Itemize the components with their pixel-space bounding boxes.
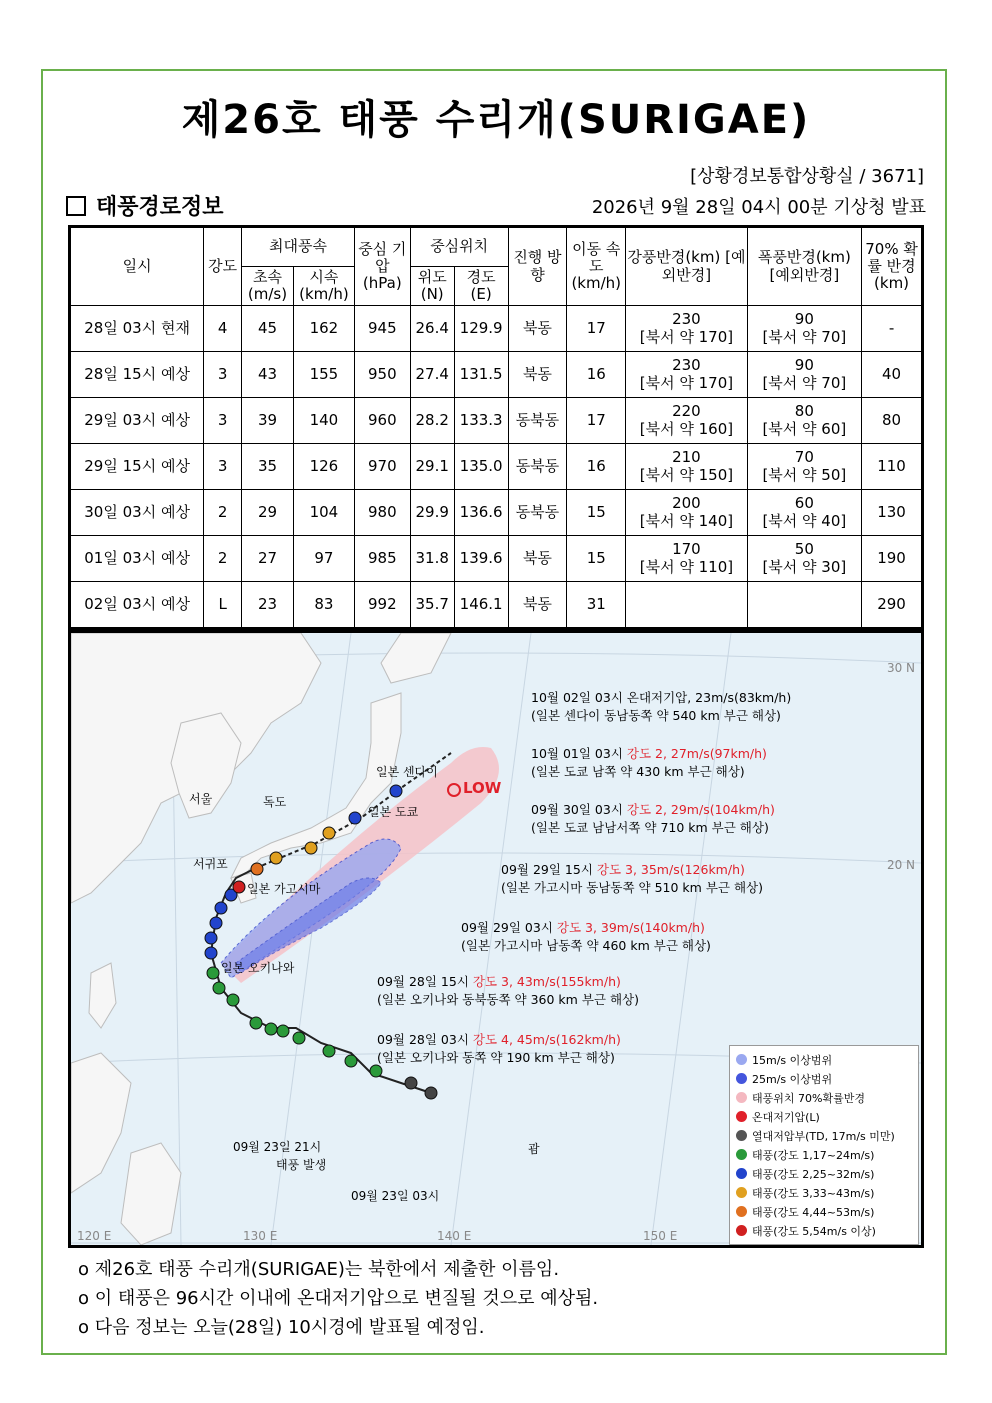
cell-wind-ms: 45 [242, 306, 294, 352]
cell-prob-radius: 190 [862, 536, 923, 582]
cell-pressure: 970 [354, 444, 410, 490]
legend-label: 열대저압부(TD, 17m/s 미만) [752, 1129, 895, 1143]
cell-lon: 136.6 [454, 490, 508, 536]
cell-intensity: 3 [204, 352, 242, 398]
header-wind-ms: 초속 (m/s) [242, 267, 294, 306]
place-guam: 괌 [528, 1142, 540, 1156]
place-seogwipo: 서귀포 [193, 857, 228, 871]
grid-lon150: 150 E [643, 1229, 678, 1243]
table-row [70, 536, 923, 582]
cell-gale-radius-exception: [북서 약 60] [762, 419, 847, 438]
legend-label: 25m/s 이상범위 [752, 1072, 833, 1086]
cell-lat: 26.4 [410, 306, 454, 352]
typhoon-position-icon [293, 1032, 305, 1044]
map-annotation [501, 861, 763, 897]
cell-gale-radius-value: 70 [794, 448, 814, 467]
cell-storm-radius-exception: [북서 약 170] [639, 373, 734, 392]
annotation-intensity: 강도 2, 27m/s(97km/h) [626, 746, 767, 761]
typhoon-position-icon [215, 902, 227, 914]
annotation-line1 [377, 973, 639, 991]
cell-prob-radius: 290 [862, 582, 923, 629]
cell-gale-radius [747, 306, 861, 352]
cell-wind-ms: 23 [242, 582, 294, 629]
cell-intensity: 3 [204, 444, 242, 490]
cell-wind-kmh: 126 [293, 444, 354, 490]
cell-pressure: 960 [354, 398, 410, 444]
legend-swatch-icon [736, 1225, 747, 1236]
legend-swatch-icon [736, 1054, 747, 1065]
header-max-wind: 최대풍속 [242, 227, 355, 267]
track-map [68, 630, 924, 1248]
cell-storm-radius [626, 536, 747, 582]
cell-pressure: 950 [354, 352, 410, 398]
cell-intensity: 2 [204, 536, 242, 582]
cell-speed: 15 [567, 490, 626, 536]
notes [78, 1255, 598, 1342]
note-2: o 이 태풍은 96시간 이내에 온대저기압으로 변질될 것으로 예상됨. [78, 1288, 599, 1309]
cell-wind-ms: 43 [242, 352, 294, 398]
cell-gale-radius [747, 536, 861, 582]
grid-lon130: 130 E [243, 1229, 278, 1243]
cell-gale-radius-exception: [북서 약 40] [762, 511, 847, 530]
typhoon-position-icon [277, 1025, 289, 1037]
cell-storm-radius [626, 444, 747, 490]
cell-storm-radius [626, 582, 747, 629]
cell-gale-radius-value: 90 [794, 310, 814, 329]
typhoon-position-icon [251, 863, 263, 875]
place-sendai: 일본 센다이 [376, 765, 438, 779]
typhoon-position-icon [205, 947, 217, 959]
annotation-location: (일본 오키나와 동쪽 약 190 km 부근 해상) [377, 1050, 615, 1065]
header-lat: 위도 (N) [410, 267, 454, 306]
cell-storm-radius-exception: [북서 약 110] [639, 557, 734, 576]
header-storm-radius: 강풍반경(km) [예외반경] [626, 227, 747, 306]
legend-label: 15m/s 이상범위 [752, 1053, 833, 1067]
cell-storm-radius [626, 352, 747, 398]
legend-item [736, 1145, 912, 1164]
cell-direction: 북동 [508, 582, 567, 629]
map-annotation [531, 689, 791, 725]
map-annotation [377, 1031, 621, 1067]
cell-lat: 29.1 [410, 444, 454, 490]
typhoon-position-icon [305, 842, 317, 854]
track-table [68, 225, 924, 630]
annotation-time: 09월 30일 03시 [531, 802, 627, 817]
cell-pressure: 992 [354, 582, 410, 629]
cell-storm-radius [626, 490, 747, 536]
cell-wind-ms: 35 [242, 444, 294, 490]
cell-direction: 북동 [508, 352, 567, 398]
annotation-time: 09월 29일 03시 [461, 920, 557, 935]
cell-direction: 동북동 [508, 444, 567, 490]
grid-lat30: 30 N [886, 661, 915, 675]
annotation-time: 09월 28일 15시 [377, 974, 473, 989]
table-row [70, 444, 923, 490]
table-row [70, 306, 923, 352]
typhoon-position-icon [390, 785, 402, 797]
cell-pressure: 980 [354, 490, 410, 536]
cell-wind-kmh: 104 [293, 490, 354, 536]
typhoon-position-icon [405, 1077, 417, 1089]
typhoon-position-icon [227, 994, 239, 1006]
cell-lon: 129.9 [454, 306, 508, 352]
cell-storm-radius-value: 200 [672, 494, 701, 513]
cell-lon: 133.3 [454, 398, 508, 444]
annotation-location: (일본 도쿄 남쪽 약 430 km 부근 해상) [531, 764, 745, 779]
cell-datetime: 30일 03시 예상 [70, 490, 204, 536]
annotation-time: 09월 28일 03시 [377, 1032, 473, 1047]
cell-prob-radius: 110 [862, 444, 923, 490]
map-annotation [461, 919, 711, 955]
cell-storm-radius [626, 398, 747, 444]
legend-item [736, 1183, 912, 1202]
cell-datetime: 29일 03시 예상 [70, 398, 204, 444]
cell-speed: 16 [567, 352, 626, 398]
place-kagoshima: 일본 가고시마 [247, 882, 321, 896]
legend-label: 태풍위치 70%확률반경 [752, 1091, 865, 1105]
cell-storm-radius-value: 170 [672, 540, 701, 559]
cell-storm-radius-value: 210 [672, 448, 701, 467]
header-lon: 경도 (E) [454, 267, 508, 306]
annotation-time: 09월 29일 15시 [501, 862, 597, 877]
cell-speed: 17 [567, 398, 626, 444]
legend-swatch-icon [736, 1130, 747, 1141]
table-row [70, 398, 923, 444]
source-label: [상황경보통합상황실 / 3671] [690, 166, 924, 187]
cell-lon: 146.1 [454, 582, 508, 629]
cell-lat: 35.7 [410, 582, 454, 629]
grid-lat20: 20 N [886, 858, 915, 872]
legend-label: 태풍(강도 3,33~43m/s) [752, 1186, 875, 1200]
annotation-location: (일본 센다이 동남동쪽 약 540 km 부근 해상) [531, 708, 781, 723]
genesis-text: 태풍 발생 [276, 1158, 327, 1172]
grid-lon120: 120 E [77, 1229, 112, 1243]
cell-lon: 131.5 [454, 352, 508, 398]
cell-lat: 27.4 [410, 352, 454, 398]
cell-wind-ms: 39 [242, 398, 294, 444]
section-heading [66, 190, 224, 221]
legend-item [736, 1050, 912, 1069]
page-title: 제26호 태풍 수리개(SURIGAE) [181, 97, 811, 143]
annotation-line1 [531, 689, 791, 707]
annotation-intensity: 강도 4, 45m/s(162km/h) [472, 1032, 621, 1047]
annotation-line1 [531, 745, 767, 763]
cell-gale-radius-exception: [북서 약 50] [762, 465, 847, 484]
cell-datetime: 02일 03시 예상 [70, 582, 204, 629]
cell-datetime: 29일 15시 예상 [70, 444, 204, 490]
annotation-location: (일본 도쿄 남남서쪽 약 710 km 부근 해상) [531, 820, 769, 835]
legend-swatch-icon [736, 1092, 747, 1103]
place-okinawa: 일본 오키나와 [221, 961, 295, 975]
cell-prob-radius: 40 [862, 352, 923, 398]
header-gale-radius: 폭풍반경(km) [예외반경] [747, 227, 861, 306]
cell-gale-radius [747, 490, 861, 536]
annotation-intensity: 강도 3, 35m/s(126km/h) [596, 862, 745, 877]
legend-swatch-icon [736, 1111, 747, 1122]
cell-direction: 북동 [508, 536, 567, 582]
annotation-location: (일본 오키나와 동북동쪽 약 360 km 부근 해상) [377, 992, 639, 1007]
typhoon-position-icon [207, 967, 219, 979]
legend-item [736, 1126, 912, 1145]
cell-intensity: 2 [204, 490, 242, 536]
cell-storm-radius-exception: [북서 약 150] [639, 465, 734, 484]
place-tokyo: 일본 도쿄 [368, 805, 419, 819]
header-datetime: 일시 [70, 227, 204, 306]
cell-storm-radius-exception: [북서 약 140] [639, 511, 734, 530]
cell-prob-radius: 130 [862, 490, 923, 536]
header-center: 중심위치 [410, 227, 508, 267]
table-row [70, 582, 923, 629]
legend-label: 태풍(강도 1,17~24m/s) [752, 1148, 875, 1162]
annotation-line1 [531, 801, 775, 819]
cell-wind-kmh: 83 [293, 582, 354, 629]
legend-item [736, 1164, 912, 1183]
cell-storm-radius-value: 220 [672, 402, 701, 421]
place-dokdo: 독도 [263, 795, 287, 809]
cell-datetime: 28일 03시 현재 [70, 306, 204, 352]
map-legend [729, 1045, 919, 1245]
cell-wind-kmh: 97 [293, 536, 354, 582]
legend-swatch-icon [736, 1149, 747, 1160]
cell-gale-radius-exception: [북서 약 30] [762, 557, 847, 576]
cell-storm-radius-exception: [북서 약 160] [639, 419, 734, 438]
cell-speed: 15 [567, 536, 626, 582]
legend-swatch-icon [736, 1168, 747, 1179]
cell-gale-radius-value: 60 [794, 494, 814, 513]
checkbox-icon [66, 196, 86, 216]
cell-intensity: 4 [204, 306, 242, 352]
cell-storm-radius-value: 230 [672, 310, 701, 329]
cell-direction: 북동 [508, 306, 567, 352]
cell-wind-ms: 27 [242, 536, 294, 582]
typhoon-position-icon [250, 1017, 262, 1029]
cell-storm-radius-value: 230 [672, 356, 701, 375]
legend-label: 온대저기압(L) [752, 1110, 820, 1124]
annotation-line1 [461, 919, 711, 937]
place-seoul: 서울 [189, 792, 213, 806]
cell-direction: 동북동 [508, 490, 567, 536]
cell-lon: 135.0 [454, 444, 508, 490]
legend-item [736, 1202, 912, 1221]
typhoon-position-icon [213, 982, 225, 994]
cell-gale-radius-value: 80 [794, 402, 814, 421]
header-speed: 이동 속도 (km/h) [567, 227, 626, 306]
cell-datetime: 01일 03시 예상 [70, 536, 204, 582]
map-annotation [531, 801, 775, 837]
start-label: 09월 23일 03시 [351, 1189, 440, 1203]
annotation-line1 [377, 1031, 621, 1049]
cell-storm-radius [626, 306, 747, 352]
cell-speed: 17 [567, 306, 626, 352]
legend-label: 태풍(강도 5,54m/s 이상) [752, 1224, 876, 1238]
typhoon-position-icon [265, 1023, 277, 1035]
issued-time: 2026년 9월 28일 04시 00분 기상청 발표 [591, 197, 926, 218]
cell-gale-radius-value: 90 [794, 356, 814, 375]
annotation-intensity: 강도 3, 39m/s(140km/h) [556, 920, 705, 935]
cell-wind-ms: 29 [242, 490, 294, 536]
annotation-line1 [501, 861, 763, 879]
header-intensity: 강도 [204, 227, 242, 306]
header-prob-radius: 70% 확률 반경 (km) [862, 227, 923, 306]
cell-lon: 139.6 [454, 536, 508, 582]
header-pressure: 중심 기압 (hPa) [354, 227, 410, 306]
table-row [70, 352, 923, 398]
legend-swatch-icon [736, 1206, 747, 1217]
map-annotation [377, 973, 639, 1009]
cell-prob-radius: - [862, 306, 923, 352]
legend-item [736, 1107, 912, 1126]
cell-gale-radius-exception: [북서 약 70] [762, 373, 847, 392]
legend-label: 태풍(강도 2,25~32m/s) [752, 1167, 875, 1181]
map-annotation [531, 745, 767, 781]
cell-lat: 31.8 [410, 536, 454, 582]
cell-prob-radius: 80 [862, 398, 923, 444]
annotation-location: (일본 가고시마 동남동쪽 약 510 km 부근 해상) [501, 880, 763, 895]
legend-swatch-icon [736, 1187, 747, 1198]
cell-pressure: 945 [354, 306, 410, 352]
cell-pressure: 985 [354, 536, 410, 582]
legend-swatch-icon [736, 1073, 747, 1084]
note-1: o 제26호 태풍 수리개(SURIGAE)는 북한에서 제출한 이름임. [78, 1259, 560, 1280]
annotation-time: 10월 01일 03시 [531, 746, 627, 761]
cell-gale-radius [747, 444, 861, 490]
cell-gale-radius [747, 398, 861, 444]
cell-speed: 16 [567, 444, 626, 490]
typhoon-position-icon [233, 881, 245, 893]
legend-item [736, 1088, 912, 1107]
cell-datetime: 28일 15시 예상 [70, 352, 204, 398]
section-title: 태풍경로정보 [96, 195, 224, 220]
genesis-label: 09월 23일 21시 [233, 1140, 322, 1154]
cell-gale-radius [747, 352, 861, 398]
annotation-intensity: 강도 2, 29m/s(104km/h) [626, 802, 775, 817]
typhoon-position-icon [323, 827, 335, 839]
header-wind-kmh: 시속 (km/h) [293, 267, 354, 306]
header-direction: 진행 방향 [508, 227, 567, 306]
typhoon-position-icon [210, 917, 222, 929]
note-3: o 다음 정보는 오늘(28일) 10시경에 발표될 예정임. [78, 1317, 485, 1338]
legend-item [736, 1069, 912, 1088]
grid-lon140: 140 E [437, 1229, 472, 1243]
cell-wind-kmh: 162 [293, 306, 354, 352]
legend-label: 태풍(강도 4,44~53m/s) [752, 1205, 875, 1219]
typhoon-position-icon [345, 1055, 357, 1067]
cell-storm-radius-exception: [북서 약 170] [639, 327, 734, 346]
cell-lat: 28.2 [410, 398, 454, 444]
annotation-time: 10월 02일 03시 온대저기압, 23m/s(83km/h) [531, 690, 792, 705]
cell-intensity: L [204, 582, 242, 629]
typhoon-position-icon [425, 1087, 437, 1099]
typhoon-position-icon [270, 852, 282, 864]
cell-wind-kmh: 140 [293, 398, 354, 444]
annotation-intensity: 강도 3, 43m/s(155km/h) [472, 974, 621, 989]
legend-item [736, 1221, 912, 1240]
cell-direction: 동북동 [508, 398, 567, 444]
cell-gale-radius-exception: [북서 약 70] [762, 327, 847, 346]
typhoon-position-icon [205, 932, 217, 944]
typhoon-position-icon [349, 812, 361, 824]
low-label: LOW [463, 779, 502, 797]
cell-intensity: 3 [204, 398, 242, 444]
cell-speed: 31 [567, 582, 626, 629]
cell-lat: 29.9 [410, 490, 454, 536]
cell-gale-radius [747, 582, 861, 629]
annotation-location: (일본 가고시마 남동쪽 약 460 km 부근 해상) [461, 938, 711, 953]
table-row [70, 490, 923, 536]
cell-wind-kmh: 155 [293, 352, 354, 398]
typhoon-position-icon [323, 1045, 335, 1057]
cell-gale-radius-value: 50 [794, 540, 814, 559]
